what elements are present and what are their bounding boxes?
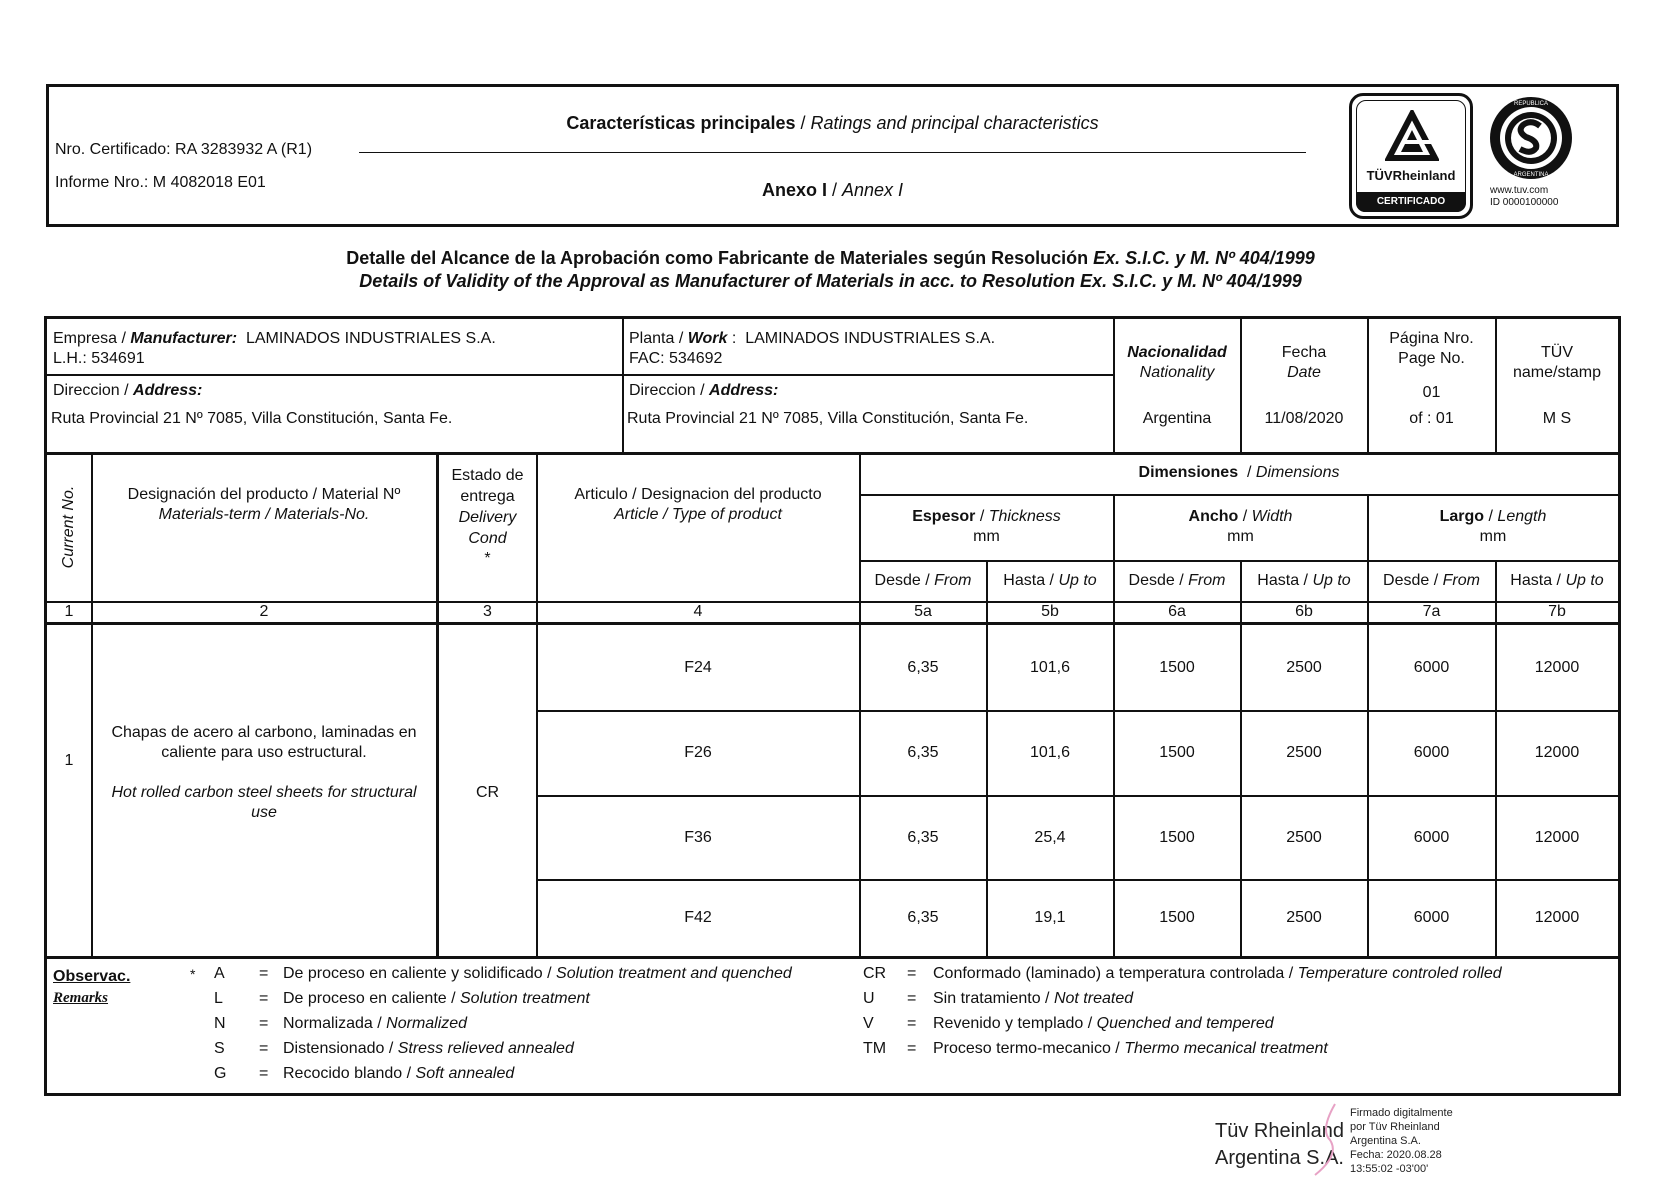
col-5b-upto: Hasta / Up to [1003,572,1097,589]
tuv-label: TÜV [1541,344,1573,361]
annex-title: Anexo I / Annex I [761,180,904,200]
col-5a-from: Desde / From [874,572,972,589]
hline-thick [47,956,1618,959]
remark-code: N [214,1015,226,1032]
remark-text: De proceso en caliente / Solution treatment [283,990,590,1007]
cell-length-to: 12000 [1534,828,1580,846]
nationality-label-es: Nacionalidad [1127,344,1227,361]
remarks-star: * [190,966,196,982]
col-number: 6b [1295,603,1313,620]
hline-thick [47,452,1618,455]
cell-width-from: 1500 [1159,909,1195,926]
cell-width-from: 1500 [1159,828,1195,846]
remark-text: Conformado (laminado) a temperatura controlada / Temperature controled rolled [933,965,1502,982]
cell-length-to: 12000 [1534,744,1580,761]
vline [1240,319,1242,453]
header-divider [359,152,1306,153]
tuv-certificado-logo [1349,93,1473,219]
report-number: Informe Nro.: M 4082018 E01 [55,174,266,191]
hline-thick [47,622,1618,625]
nationality-label-en: Nationality [1139,364,1215,381]
date-value: 11/08/2020 [1264,410,1344,427]
company-name: Empresa / Manufacturer: LAMINADOS INDUSTRIALES S.A. [53,330,496,347]
remark-code: TM [863,1040,887,1057]
col-6a-from: Desde / From [1128,572,1226,589]
remark-equals: = [259,965,269,982]
col-article-en: Article / Type of product [614,506,782,523]
document-title-es: Detalle del Alcance de la Aprobación como Fabricante de Materiales según Resolución Ex. S.I.C. y M. Nº 404/1999 [346,248,1315,268]
document-title-en: Details of Validity of the Approval as Manufacturer of Materials in acc. to Resolution Ex. S.I.C. y M. Nº 404/1999 [359,271,1302,291]
col-number: 7a [1422,603,1441,620]
signature-scribble-icon [1300,1100,1350,1180]
tuv-stamp: M S [1542,410,1572,427]
cell-width-to: 2500 [1286,744,1322,761]
cell-thick-to: 101,6 [1029,658,1071,676]
date-label-es: Fecha [1281,344,1327,361]
col-length-unit: mm [1479,528,1507,545]
remark-equals: = [907,1015,917,1032]
hline [47,374,1113,376]
hline [536,879,1618,881]
row-description-en: Hot rolled carbon steel sheets for structural use [111,784,417,821]
col-designation-es: Designación del producto / Material Nº [127,486,401,503]
company-address: Ruta Provincial 21 Nº 7085, Villa Constitución, Santa Fe. [51,410,453,427]
vline [1495,319,1497,453]
cell-length-to: 12000 [1534,658,1580,676]
remark-code: S [214,1040,225,1057]
plant-name: Planta / Work : LAMINADOS INDUSTRIALES S.A. [629,330,996,347]
vline [622,319,624,453]
row-number: 1 [64,752,74,769]
remark-equals: = [907,990,917,1007]
cell-thick-from: 6,35 [907,909,939,926]
remark-equals: = [259,1015,269,1032]
col-6b-upto: Hasta / Up to [1257,572,1351,589]
remark-text: Normalizada / Normalized [283,1015,468,1032]
remark-equals: = [907,965,917,982]
date-label-en: Date [1287,364,1321,381]
col-width: Ancho / Width [1188,508,1293,525]
col-number: 7b [1548,603,1566,620]
page-of: of : 01 [1409,410,1454,427]
cell-article: F26 [684,744,712,761]
cell-length-from: 6000 [1413,658,1450,676]
col-designation-en: Materials-term / Materials-No. [158,506,370,523]
cell-length-from: 6000 [1413,744,1450,761]
remark-equals: = [259,990,269,1007]
tuv-triangle-icon [1385,110,1439,164]
col-number: 6a [1168,603,1186,620]
page-label-en: Page No. [1398,350,1465,367]
vline [536,453,538,957]
cell-length-to: 12000 [1534,909,1580,926]
plant-fac: FAC: 534692 [629,350,723,367]
cell-thick-to: 101,6 [1029,744,1071,761]
remarks-label-es: Observac. [53,968,131,985]
company-address-label: Direccion / Address: [53,382,203,399]
cell-width-to: 2500 [1286,909,1322,926]
cell-thick-to: 19,1 [1034,909,1066,926]
cell-width-to: 2500 [1286,828,1322,846]
vline [1113,494,1115,957]
page-label-es: Página Nro. [1389,330,1474,347]
tuv-stamp-label: name/stamp [1512,364,1602,381]
tuv-logo-text: TÜVRheinland [1366,168,1456,183]
remark-text: Revenido y templado / Quenched and tempered [933,1015,1274,1032]
col-thickness-unit: mm [973,528,1000,545]
col-number: 5b [1041,603,1059,620]
row-description-es: Chapas de acero al carbono, laminadas en caliente para uso estructural. [111,724,417,761]
cell-width-from: 1500 [1159,658,1195,676]
col-length: Largo / Length [1439,508,1547,525]
remarks-label-en: Remarks [53,990,109,1006]
remark-text: Sin tratamiento / Not treated [933,990,1134,1007]
s-mark-logo [1486,93,1598,221]
tuv-logo-cert: CERTIFICADO [1356,192,1466,212]
col-number: 4 [693,603,703,620]
vline [91,453,93,957]
cell-thick-from: 6,35 [907,744,939,761]
col-thickness: Espesor / Thickness [912,508,1061,525]
col-current-no: Current No. [60,485,77,569]
remark-code: G [214,1065,227,1082]
col-7a-from: Desde / From [1383,572,1480,589]
cell-length-from: 6000 [1413,828,1450,846]
col-number: 2 [259,603,269,620]
col-7b-upto: Hasta / Up to [1510,572,1604,589]
remark-equals: = [907,1040,917,1057]
hline [536,710,1618,712]
col-number: 5a [914,603,932,620]
col-width-unit: mm [1227,528,1254,545]
cell-width-from: 1500 [1159,744,1195,761]
s-mark-web: www.tuv.com ID 0000100000 [1490,185,1559,208]
col-dimensions: Dimensiones / Dimensions [1138,464,1340,481]
remark-equals: = [259,1040,269,1057]
plant-address: Ruta Provincial 21 Nº 7085, Villa Constitución, Santa Fe. [627,410,1029,427]
remark-code: L [214,990,223,1007]
header-box [46,84,1619,227]
remark-text: Proceso termo-mecanico / Thermo mecanical treatment [933,1040,1328,1057]
s-mark-icon [1486,93,1576,183]
remark-equals: = [259,1065,269,1082]
remark-text: De proceso en caliente y solidificado / Solution treatment and quenched [283,965,792,982]
signature-name: Tüv Rheinland Argentina S.A. [1215,1120,1344,1169]
cell-thick-from: 6,35 [907,828,939,846]
col-state-star: * [484,550,491,567]
signature-details: Firmado digitalmente por Tüv Rheinland Argentina S.A. Fecha: 2020.08.28 13:55:02 -03'00' [1350,1107,1453,1175]
characteristics-title: Características principales / Ratings and principal characteristics [566,113,1099,133]
svg-text:REPUBLICA: REPUBLICA [1513,101,1549,107]
hline [536,795,1618,797]
col-number: 1 [64,603,74,620]
cell-thick-to: 25,4 [1034,828,1066,846]
col-number: 3 [483,603,492,620]
vline [1367,494,1369,957]
svg-text:ARGENTINA: ARGENTINA [1513,172,1549,178]
col-state-es: Estado de entrega [451,467,524,505]
hline [859,560,1618,562]
company-lh: L.H.: 534691 [53,350,145,367]
remark-code: U [863,990,875,1007]
cell-article: F42 [684,909,712,926]
cell-article: F24 [684,658,712,676]
remark-code: V [863,1015,874,1032]
cell-length-from: 6000 [1413,909,1450,926]
cell-article: F36 [684,828,712,846]
vline [1113,319,1115,453]
remark-code: A [214,965,225,982]
cell-thick-from: 6,35 [907,658,939,676]
remark-code: CR [863,965,887,982]
remark-text: Distensionado / Stress relieved annealed [283,1040,574,1057]
remark-text: Recocido blando / Soft annealed [283,1065,515,1082]
col-state-en: Delivery Cond [458,509,517,547]
certificate-number: Nro. Certificado: RA 3283932 A (R1) [55,141,313,158]
col-article-es: Articulo / Designacion del producto [574,486,822,503]
page-value: 01 [1422,384,1441,401]
row-delivery-state: CR [475,784,500,801]
cell-width-to: 2500 [1286,658,1322,676]
plant-address-label: Direccion / Address: [629,382,779,399]
hline [859,494,1618,496]
nationality-value: Argentina [1142,410,1212,427]
